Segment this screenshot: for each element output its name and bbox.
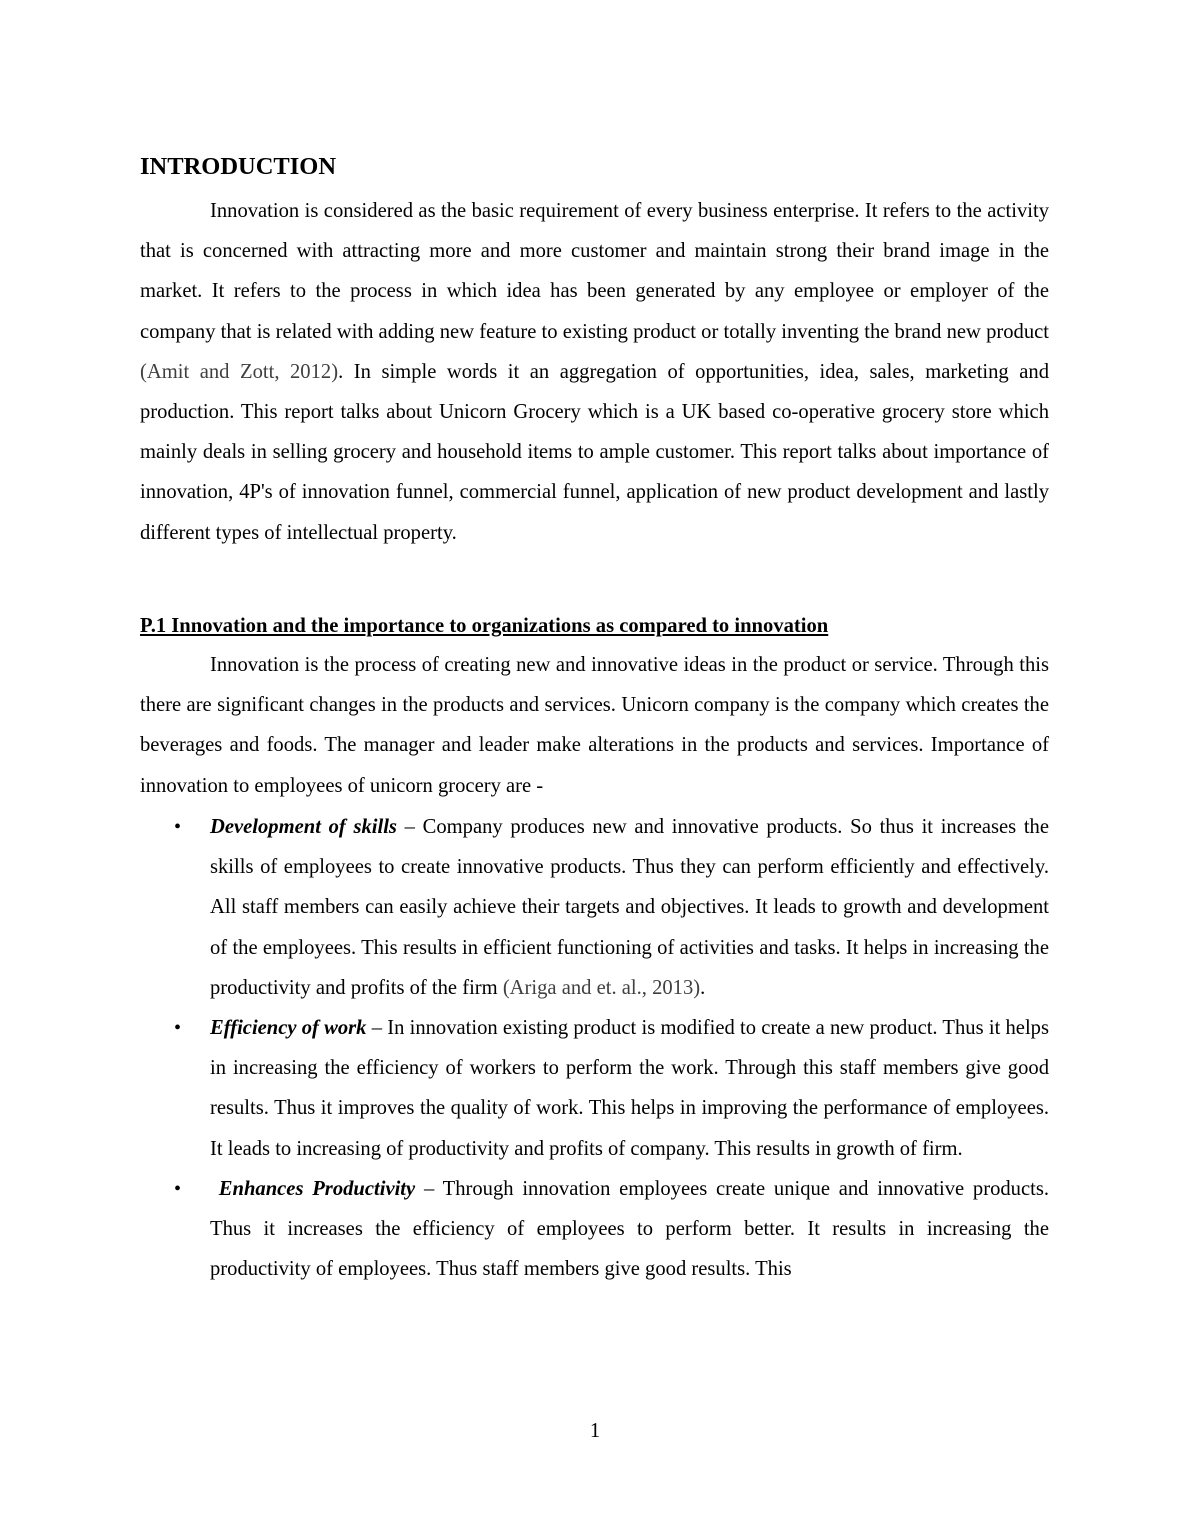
page-number: 1: [589, 1420, 601, 1442]
bullet-icon: •: [174, 816, 182, 838]
bullet-term: Development of skills: [210, 816, 397, 838]
bullet-tail: .: [700, 976, 706, 999]
bullet-item-development-of-skills: [140, 807, 1049, 1008]
bullet-text: – Through innovation employees create unique and innovative products. Thus it increases the efficiency of employees to perform better. It results in increasing the productivity of employees. Thus staff members give good results. This: [210, 1177, 1049, 1281]
bullet-item-efficiency-of-work: [140, 1008, 1049, 1169]
intro-text-continued: . In simple words it an aggregation of opportunities, idea, sales, marketing and production. This report talks about Unicorn Grocery which is a UK based co-operative grocery store which mainly deals in selling grocery and household items to ample customer. This report talks about importance of innovation, 4P's of innovation funnel, commercial funnel, application of new product development and lastly different types of intellectual property.: [140, 360, 1049, 544]
bullet-icon: •: [174, 1017, 182, 1040]
importance-bullet-list: [140, 807, 1049, 1289]
p1-paragraph: Innovation is the process of creating new and innovative ideas in the product or service. Through this there are significant changes in the products and services. Unicorn company is the company which creates the beverages and foods. The manager and leader make alterations in the products and services. Importance of innovation to employees of unicorn grocery are -: [140, 654, 1049, 797]
bullet-term: Efficiency of work: [210, 1017, 367, 1040]
section-heading-introduction: INTRODUCTION: [140, 153, 337, 180]
intro-paragraph: [140, 191, 1049, 553]
bullet-icon: •: [174, 1177, 182, 1200]
section-heading-p1: P.1 Innovation and the importance to organizations as compared to innovation: [140, 615, 829, 637]
bullet-text: – Company produces new and innovative products. So thus it increases the skills of employees to create innovative products. Thus they can perform efficiently and effectively. All staff members can easily achieve their targets and objectives. It leads to growth and development of the employees. This results in efficient functioning of activities and tasks. It helps in increasing the productivity and profits of the firm: [210, 816, 1049, 999]
bullet-term: Enhances Productivity: [210, 1177, 416, 1200]
bullet-text: – In innovation existing product is modified to create a new product. Thus it helps in increasing the efficiency of workers to perform the work. Through this staff members give good results. Thus it improves the quality of work. This helps in improving the performance of employees. It leads to increasing of productivity and profits of company. This results in growth of firm.: [210, 1017, 1049, 1160]
intro-citation: (Amit and Zott, 2012): [140, 360, 339, 383]
bullet-citation: (Ariga and et. al., 2013): [502, 976, 701, 999]
intro-text: Innovation is considered as the basic requirement of every business enterprise. It refers to the activity that is concerned with attracting more and more customer and maintain strong their brand image in the market. It refers to the process in which idea has been generated by any employee or employer of the company that is related with adding new feature to existing product or totally inventing the brand new product: [140, 200, 1049, 343]
bullet-item-enhances-productivity: [140, 1169, 1049, 1290]
